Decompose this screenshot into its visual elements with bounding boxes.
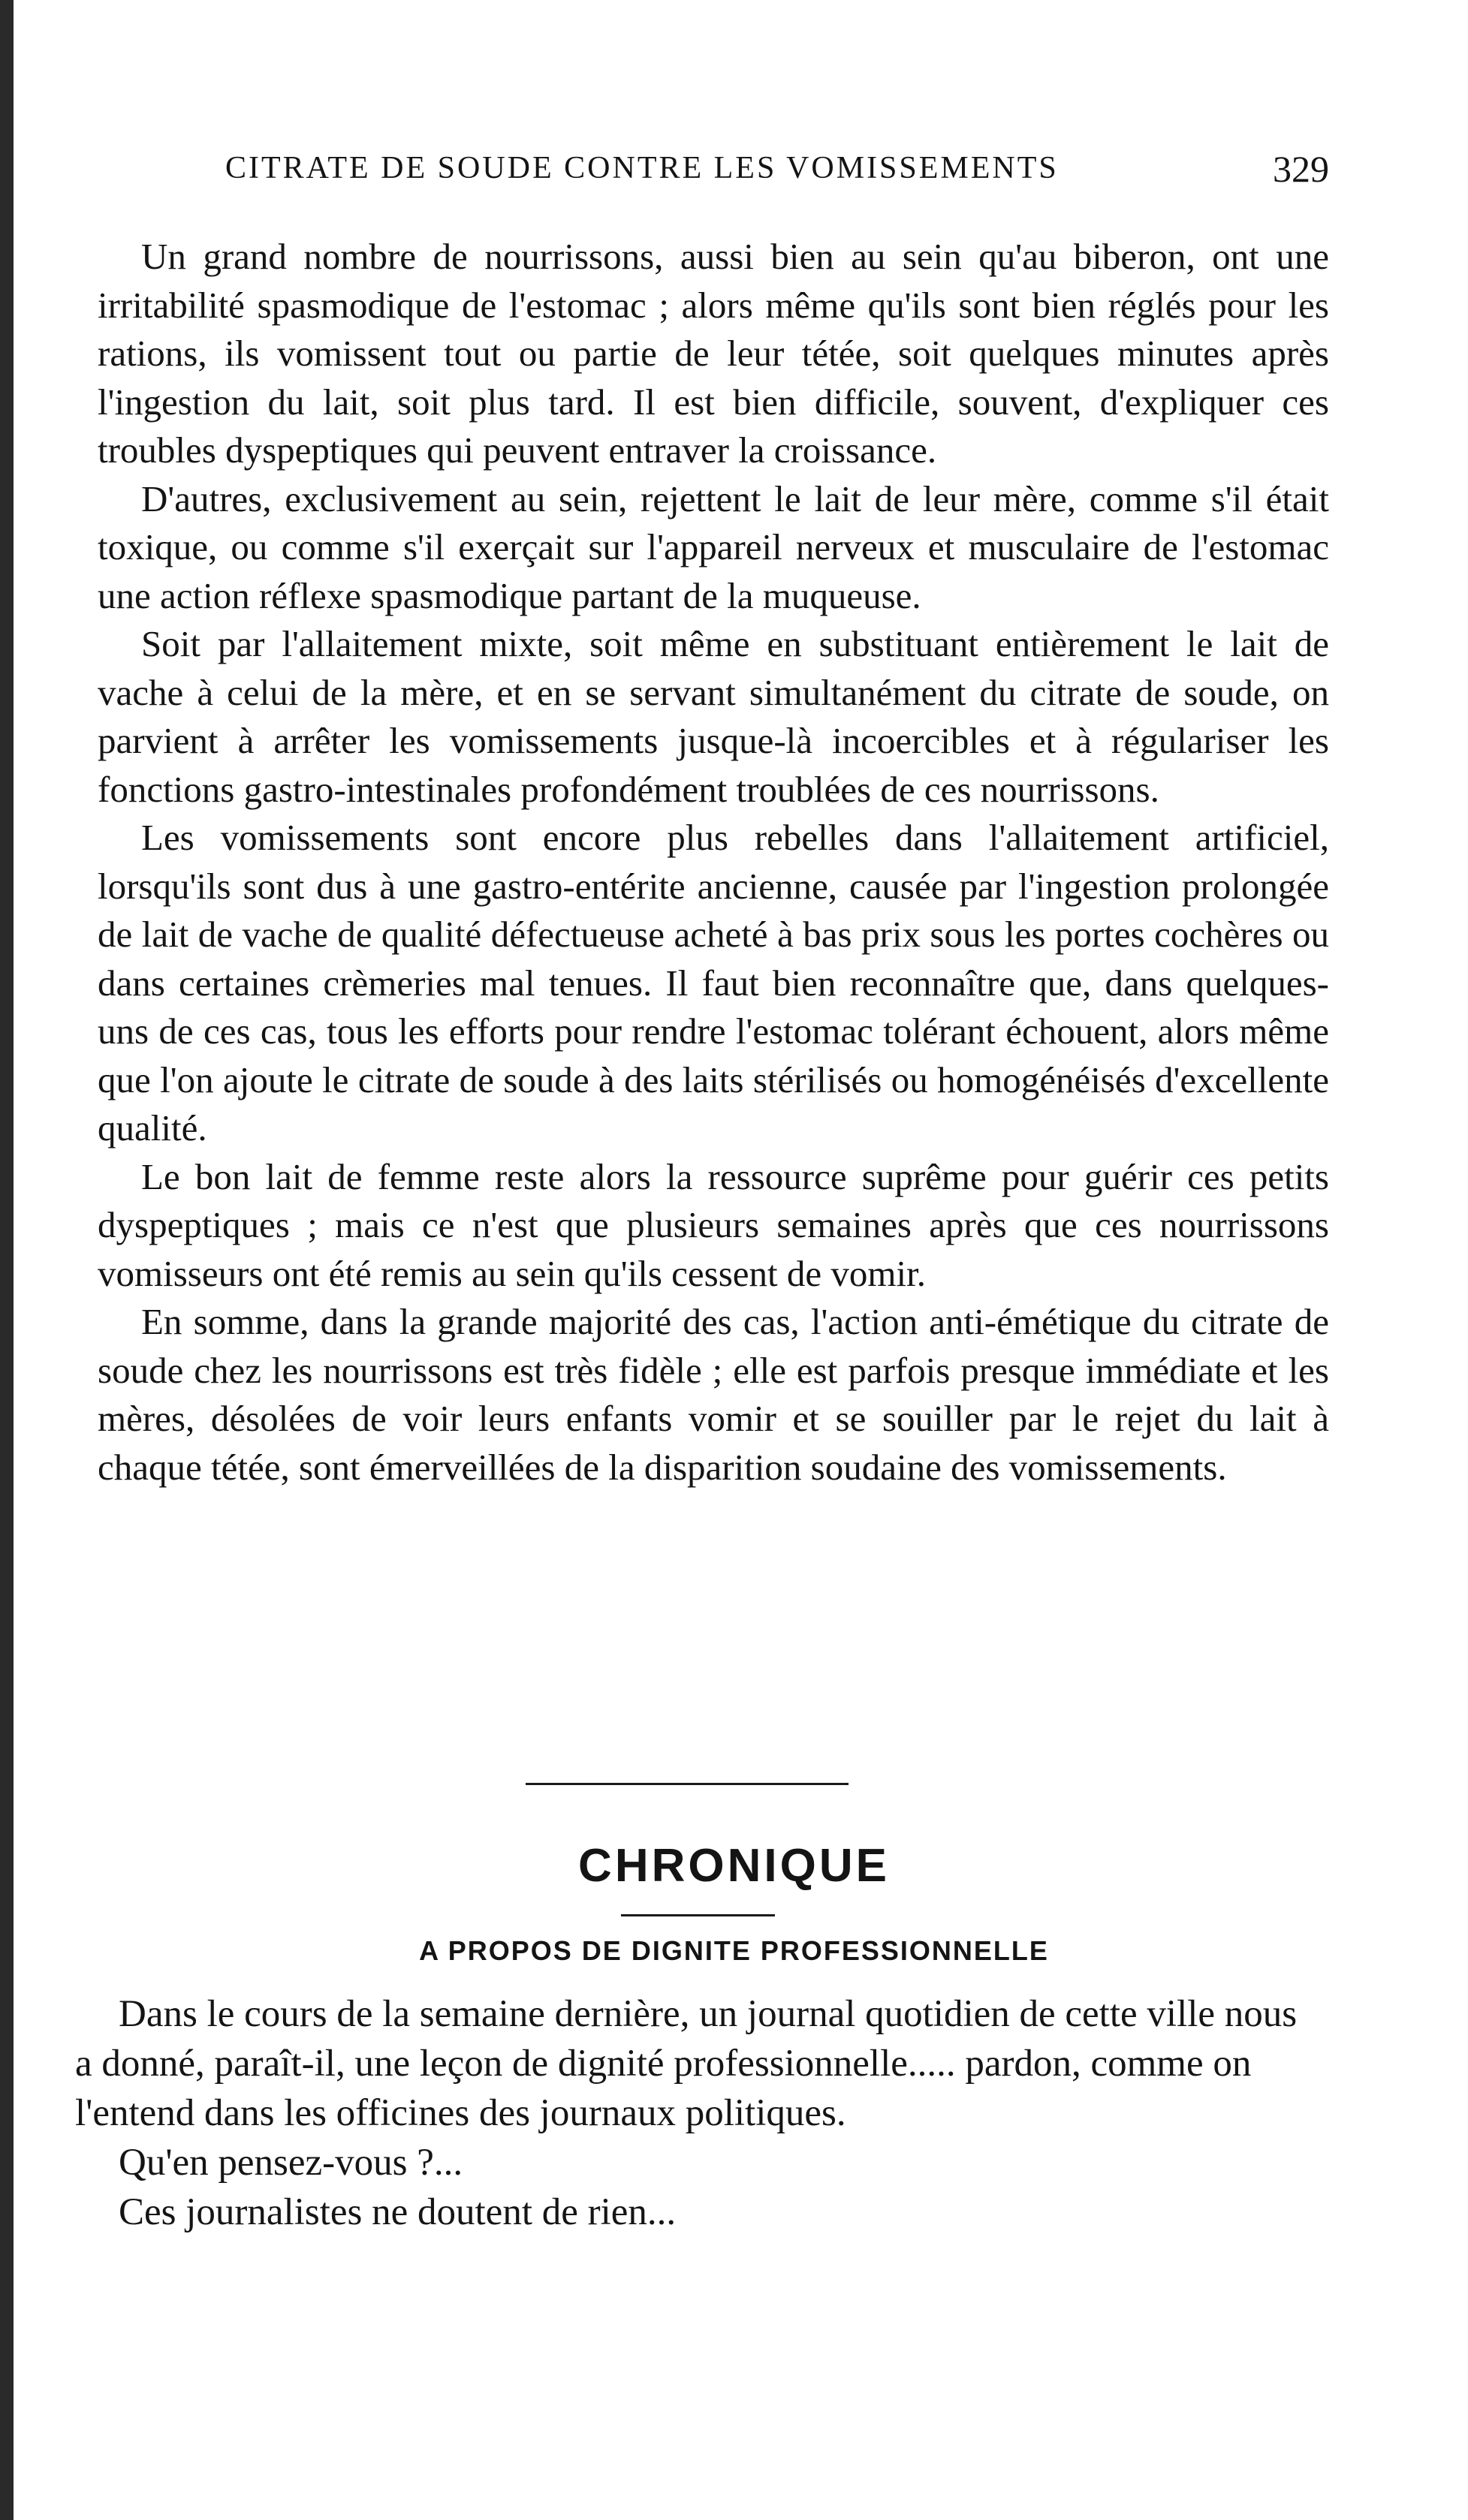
- paragraph: Qu'en pensez-vous ?...: [119, 2142, 463, 2184]
- section-title: CHRONIQUE: [578, 1840, 890, 1892]
- article-body: [98, 233, 1329, 1492]
- title-underline: [621, 1914, 775, 1916]
- running-title: CITRATE DE SOUDE CONTRE LES VOMISSEMENTS: [225, 151, 1059, 185]
- paragraph: En somme, dans la grande majorité des cas, l'action anti-émétique du citrate de soude chez les nourrissons est très fidèle ; elle est parfois presque immédiate et les mères, désolées de voir leurs enfants vomir et se souiller par le rejet du lait à chaque tétée, sont émerveillées de la disparition soudaine des vomissements.: [98, 1301, 1329, 1488]
- chronique-body: [75, 1989, 1307, 2237]
- paragraph: Dans le cours de la semaine dernière, un journal quotidien de cette ville nous a donné, paraît-il, une leçon de dignité professionnelle..... pardon, comme on l'entend dans les officines des journaux politiques.: [75, 1993, 1298, 2134]
- paragraph: D'autres, exclusivement au sein, rejettent le lait de leur mère, comme s'il était toxique, ou comme s'il exerçait sur l'appareil nerveux et musculaire de l'estomac une action réflexe spasmodique partant de la muqueuse.: [98, 477, 1329, 616]
- paragraph: Un grand nombre de nourrissons, aussi bien au sein qu'au biberon, ont une irritabilité spasmodique de l'estomac ; alors même qu'ils sont bien réglés pour les rations, ils vomissent tout ou partie de leur tétée, soit quelques minutes après l'ingestion du lait, soit plus tard. Il est bien difficile, souvent, d'expliquer ces troubles dyspeptiques qui peuvent entraver la croissance.: [98, 236, 1329, 471]
- paragraph: Les vomissements sont encore plus rebelles dans l'allaitement artificiel, lorsqu'ils sont dus à une gastro-entérite ancienne, causée par l'ingestion prolongée de lait de vache de qualité défectueuse acheté à bas prix sous les portes cochères ou dans certaines crèmeries mal tenues. Il faut bien reconnaître que, dans quelques-uns de ces cas, tous les efforts pour rendre l'estomac tolérant échouent, alors même que l'on ajoute le citrate de soude à des laits stérilisés ou homogénéisés d'excellente qualité.: [98, 817, 1329, 1149]
- paragraph: Ces journalistes ne doutent de rien...: [119, 2191, 677, 2233]
- paragraph: Soit par l'allaitement mixte, soit même en substituant entièrement le lait de vache à celui de la mère, et en se servant simultanément du citrate de soude, on parvient à arrêter les vomissements jusque-là incoercibles et à régulariser les fonctions gastro-intestinales profondément troublées de ces nourrissons.: [98, 623, 1329, 810]
- running-header: [225, 150, 1329, 195]
- page-number: 329: [1273, 148, 1329, 190]
- section-divider: [526, 1783, 849, 1785]
- article-heading: A PROPOS DE DIGNITE PROFESSIONNELLE: [419, 1935, 1049, 1966]
- paragraph: Le bon lait de femme reste alors la ressource suprême pour guérir ces petits dyspeptiques ; mais ce n'est que plusieurs semaines après que ces nourrissons vomisseurs ont été remis au sein qu'ils cessent de vomir.: [98, 1155, 1329, 1294]
